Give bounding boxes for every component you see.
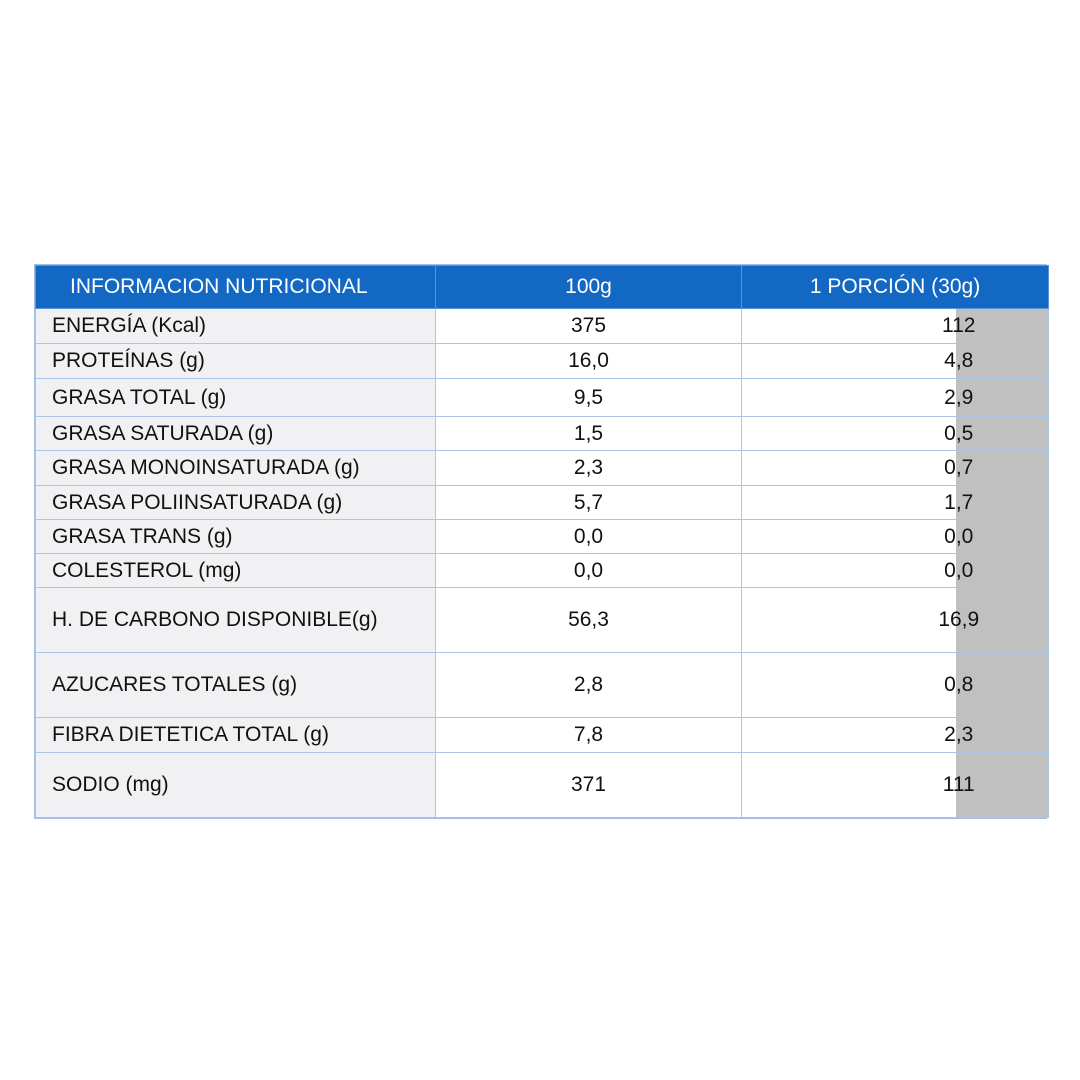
nutrition-table-grid	[35, 265, 1049, 818]
row-value-100g: 56,3	[436, 588, 742, 653]
row-label: GRASA POLIINSATURADA (g)	[36, 486, 436, 520]
row-label: AZUCARES TOTALES (g)	[36, 653, 436, 718]
portion-text: 2,3	[944, 723, 974, 746]
table-row	[36, 417, 1049, 451]
portion-text: 112	[942, 314, 976, 337]
header-per-100g: 100g	[436, 266, 742, 309]
table-row	[36, 309, 1049, 344]
row-value-100g: 1,5	[436, 417, 742, 451]
table-row	[36, 588, 1049, 653]
row-value-portion	[742, 309, 976, 344]
row-label: GRASA SATURADA (g)	[36, 417, 436, 451]
row-label: GRASA TOTAL (g)	[36, 379, 436, 417]
row-value-100g: 375	[436, 309, 742, 344]
portion-text: 0,5	[944, 421, 974, 445]
table-row	[36, 451, 1049, 486]
table-row	[36, 653, 1049, 718]
row-value-portion	[742, 753, 975, 818]
row-value-portion	[742, 451, 974, 486]
portion-text: 111	[942, 773, 975, 796]
table-row	[36, 520, 1049, 554]
header-per-portion: 1 PORCIÓN (30g)	[742, 266, 1049, 309]
portion-text: 0,0	[944, 558, 974, 582]
row-value-100g: 371	[436, 753, 742, 818]
table-row	[36, 753, 1049, 818]
row-value-100g: 0,0	[436, 554, 742, 588]
row-value-portion	[742, 379, 974, 417]
portion-text: 0,7	[944, 456, 974, 479]
row-value-100g: 5,7	[436, 486, 742, 520]
table-row	[36, 718, 1049, 753]
table-row	[36, 554, 1049, 588]
row-label: PROTEÍNAS (g)	[36, 344, 436, 379]
row-label: GRASA TRANS (g)	[36, 520, 436, 554]
row-value-portion	[742, 588, 980, 653]
portion-text: 2,9	[944, 385, 974, 409]
header-nutrition-info: INFORMACION NUTRICIONAL	[36, 266, 436, 309]
row-value-portion	[742, 417, 974, 451]
row-value-100g: 9,5	[436, 379, 742, 417]
row-value-100g: 16,0	[436, 344, 742, 379]
table-row	[36, 486, 1049, 520]
row-value-portion	[742, 486, 974, 520]
row-value-portion	[742, 344, 974, 379]
row-value-100g: 2,3	[436, 451, 742, 486]
portion-text: 0,0	[944, 524, 974, 548]
portion-text: 16,9	[938, 608, 980, 631]
table-header-row	[36, 266, 1049, 309]
row-value-portion	[742, 718, 974, 753]
row-label: GRASA MONOINSATURADA (g)	[36, 451, 436, 486]
row-label: FIBRA DIETETICA TOTAL (g)	[36, 718, 436, 753]
portion-text: 4,8	[944, 349, 974, 372]
row-value-portion	[742, 520, 974, 554]
row-value-100g: 7,8	[436, 718, 742, 753]
row-value-100g: 2,8	[436, 653, 742, 718]
row-value-portion	[742, 653, 974, 718]
row-label: H. DE CARBONO DISPONIBLE(g)	[36, 588, 436, 653]
portion-text: 1,7	[944, 490, 974, 514]
row-value-100g: 0,0	[436, 520, 742, 554]
row-value-portion	[742, 554, 974, 588]
row-label: ENERGÍA (Kcal)	[36, 309, 436, 344]
row-label: COLESTEROL (mg)	[36, 554, 436, 588]
table-row	[36, 344, 1049, 379]
nutrition-table	[34, 264, 1047, 819]
row-label: SODIO (mg)	[36, 753, 436, 818]
table-row	[36, 379, 1049, 417]
portion-text: 0,8	[944, 673, 974, 696]
